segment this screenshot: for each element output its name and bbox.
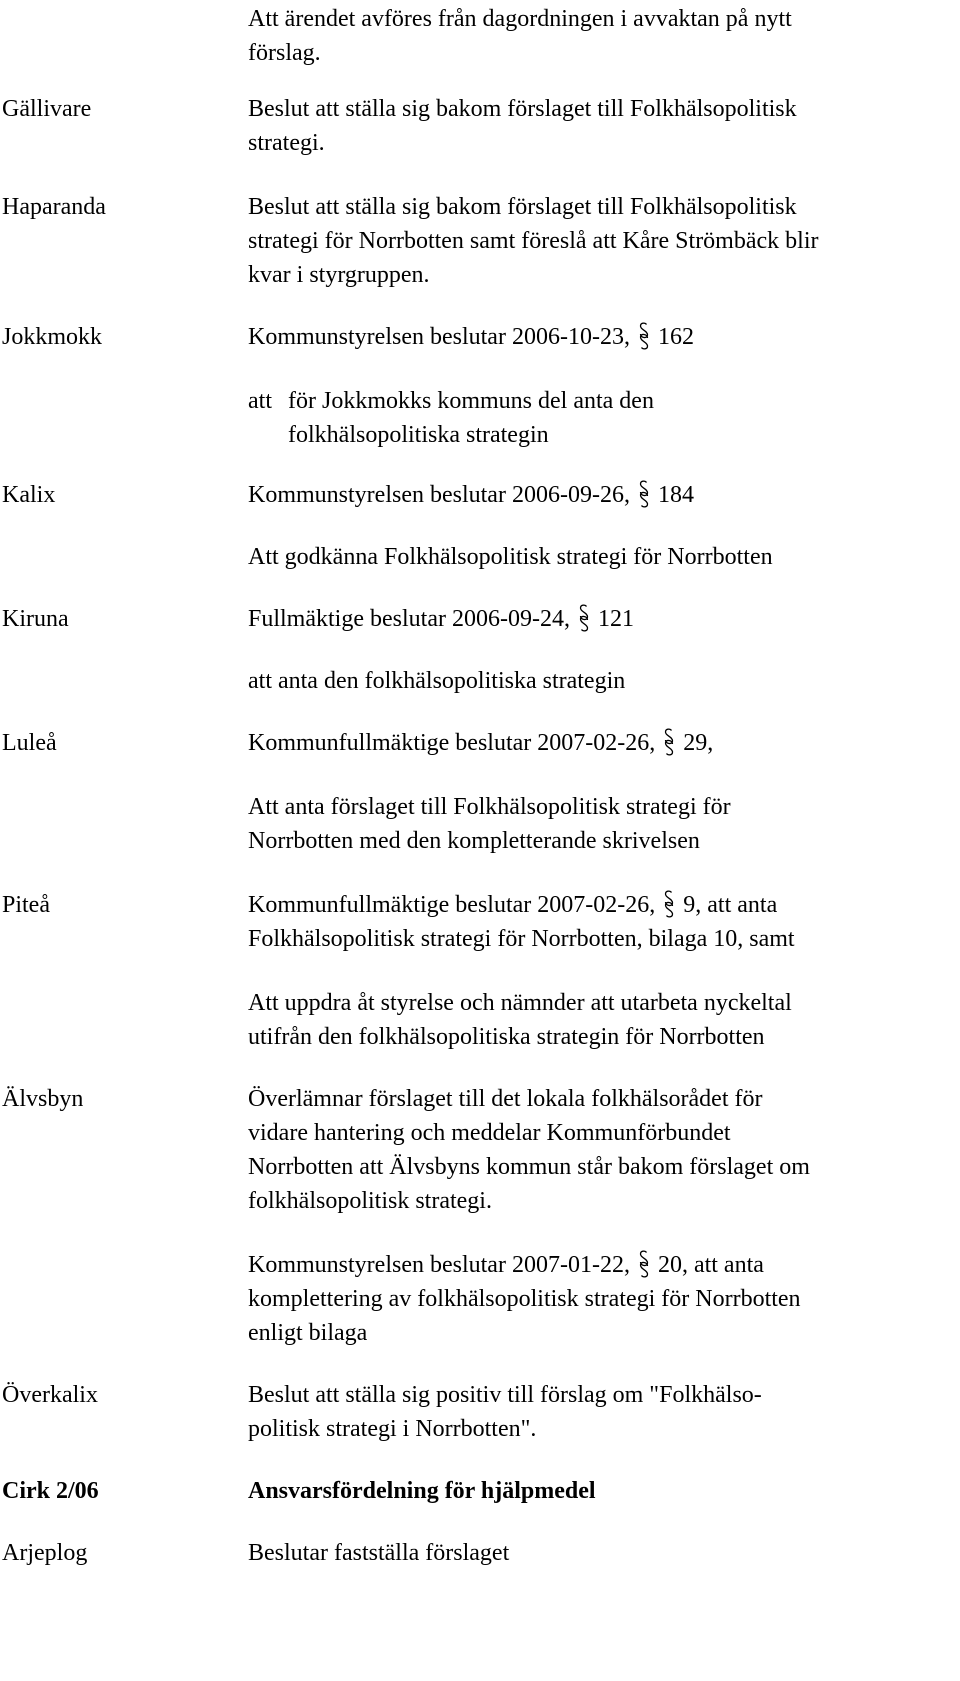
decision-text: Beslut att ställa sig bakom förslaget till Folkhälsopolitisk [248,96,797,122]
decision-text: strategi. [248,130,325,156]
decision-prefix: Kommunstyrelsen beslutar 2007-01-22, [248,1252,630,1278]
municipality-haparanda: Haparanda [2,194,106,220]
decision-prefix: Kommunstyrelsen beslutar 2006-09-26, [248,482,630,508]
decision-text: enligt bilaga [248,1320,368,1346]
att-word: att [248,388,272,414]
section-sign-icon [574,600,594,634]
decision-text: Att ärendet avföres från dagordningen i avvaktan på nytt [248,6,792,32]
decision-prefix: Fullmäktige beslutar 2006-09-24, [248,606,570,632]
municipality-pitea: Piteå [2,892,50,918]
section-sign-icon [634,476,654,510]
decision-reference [248,478,694,512]
section-sign-icon [659,886,679,920]
decision-text: Folkhälsopolitisk strategi för Norrbotten, bilaga 10, samt [248,926,795,952]
decision-text: Norrbotten med den kompletterande skrivelsen [248,828,700,854]
section-sign-icon [634,1246,654,1280]
decision-text: vidare hantering och meddelar Kommunförbundet [248,1120,731,1146]
municipality-lulea: Luleå [2,730,57,756]
decision-reference [248,726,713,760]
decision-number: 29, [683,730,714,756]
decision-reference [248,1248,764,1282]
municipality-gallivare: Gällivare [2,96,92,122]
decision-text: Norrbotten att Älvsbyns kommun står bakom förslaget om [248,1154,810,1180]
section-heading: Ansvarsfördelning för hjälpmedel [248,1478,596,1504]
decision-text: Överlämnar förslaget till det lokala folkhälsorådet för [248,1086,763,1112]
decision-text: kvar i styrgruppen. [248,262,430,288]
decision-prefix: Kommunstyrelsen beslutar 2006-10-23, [248,324,630,350]
decision-number: 162 [657,324,694,350]
municipality-kalix: Kalix [2,482,56,508]
decision-text: utifrån den folkhälsopolitiska strategin för Norrbotten [248,1024,765,1050]
decision-number: 184 [657,482,694,508]
decision-text: komplettering av folkhälsopolitisk strategi för Norrbotten [248,1286,801,1312]
decision-number: 9, att anta [683,892,778,918]
decision-text: Att godkänna Folkhälsopolitisk strategi för Norrbotten [248,544,773,570]
decision-text: för Jokkmokks kommuns del anta den [288,388,654,414]
section-sign-icon [659,724,679,758]
municipality-arjeplog: Arjeplog [2,1540,88,1566]
municipality-kiruna: Kiruna [2,606,69,632]
decision-prefix: Kommunfullmäktige beslutar 2007-02-26, [248,730,656,756]
decision-number: 121 [597,606,634,632]
decision-reference [248,602,634,636]
decision-text: att anta den folkhälsopolitiska strategin [248,668,626,694]
municipality-overkalix: Överkalix [2,1382,98,1408]
municipality-jokkmokk: Jokkmokk [2,324,103,350]
decision-prefix: Kommunfullmäktige beslutar 2007-02-26, [248,892,656,918]
decision-text: förslag. [248,40,321,66]
decision-text: Beslut att ställa sig bakom förslaget till Folkhälsopolitisk [248,194,797,220]
decision-text: politisk strategi i Norrbotten". [248,1416,537,1442]
decision-text: Att anta förslaget till Folkhälsopolitisk strategi för [248,794,731,820]
decision-reference [248,888,777,922]
decision-text: folkhälsopolitiska strategin [288,422,549,448]
decision-text: Beslut att ställa sig positiv till förslag om "Folkhälso- [248,1382,762,1408]
section-sign-icon [634,318,654,352]
decision-text: Beslutar fastställa förslaget [248,1540,510,1566]
municipality-alvsbyn: Älvsbyn [2,1086,84,1112]
decision-text: Att uppdra åt styrelse och nämnder att utarbeta nyckeltal [248,990,792,1016]
decision-reference [248,320,694,354]
decision-number: 20, att anta [657,1252,764,1278]
decision-text: folkhälsopolitisk strategi. [248,1188,492,1214]
decision-text: strategi för Norrbotten samt föreslå att Kåre Strömbäck blir [248,228,819,254]
circular-label: Cirk 2/06 [2,1478,99,1504]
